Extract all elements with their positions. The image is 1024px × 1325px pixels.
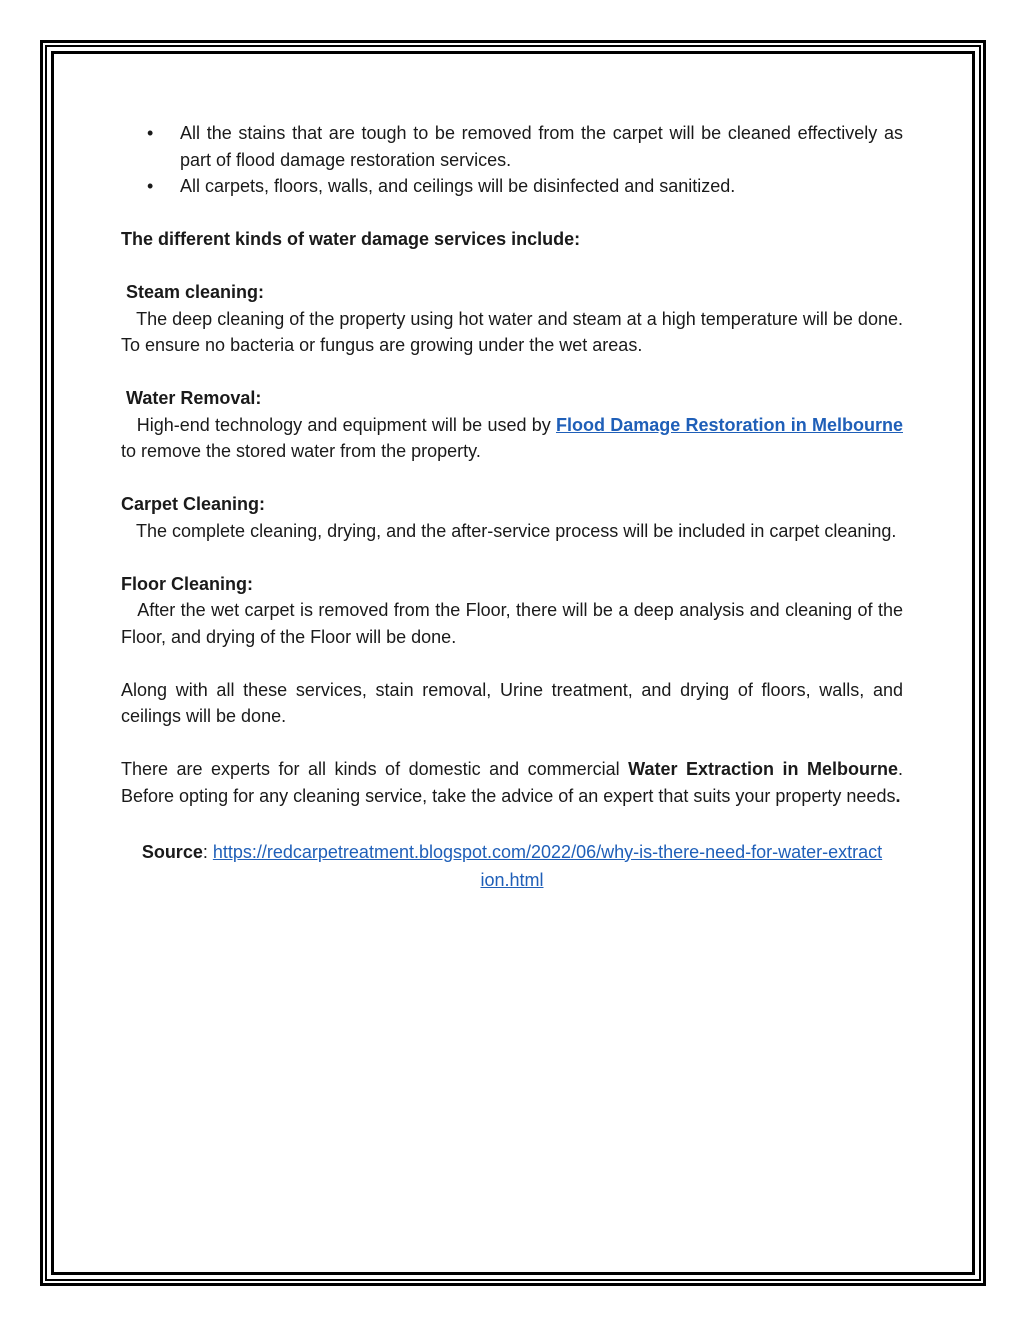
experts-paragraph	[121, 756, 903, 809]
list-item	[147, 173, 903, 200]
bullet-icon: •	[147, 123, 154, 143]
along-with-paragraph: Along with all these services, stain removal, Urine treatment, and drying of floors, walls, and ceilings will be done.	[121, 679, 903, 726]
source-line	[121, 836, 903, 894]
steam-cleaning-heading: Steam cleaning:	[126, 282, 265, 302]
bullet-list	[121, 120, 903, 200]
water-removal-heading: Water Removal:	[126, 388, 262, 408]
floor-cleaning-heading: Floor Cleaning:	[121, 573, 253, 594]
steam-cleaning-text	[121, 306, 903, 359]
services-intro-heading: The different kinds of water damage services include:	[121, 229, 581, 249]
carpet-cleaning-text	[121, 518, 903, 545]
flood-damage-restoration-link[interactable]: Flood Damage Restoration in Melbourne	[555, 414, 903, 435]
water-removal-body-end: to remove the stored water from the property.	[121, 441, 481, 461]
source-label: Source	[141, 841, 203, 862]
steam-cleaning-body: The deep cleaning of the property using hot water and steam at a high temperature will be done. To ensure no bacteria or fungus are growing under the wet areas.	[121, 308, 903, 355]
carpet-cleaning-heading: Carpet Cleaning:	[121, 494, 266, 514]
list-item	[147, 120, 903, 173]
source-url-link[interactable]: https://redcarpetreatment.blogspot.com/2022/06/why-is-there-need-for-water-extraction.html	[212, 841, 883, 890]
water-removal-body-start: High-end technology and equipment will be used by	[136, 414, 556, 435]
source-separator: :	[202, 841, 213, 862]
experts-text-start: There are experts for all kinds of domestic and commercial	[121, 759, 629, 779]
water-extraction-keyword: Water Extraction in Melbourne	[628, 759, 898, 779]
document-body	[121, 120, 903, 894]
water-removal-text	[121, 412, 903, 465]
bullet-text: All the stains that are tough to be removed from the carpet will be cleaned effectively as part of flood damage restoration services.	[180, 123, 903, 170]
carpet-cleaning-body: The complete cleaning, drying, and the after-service process will be included in carpet cleaning.	[136, 520, 897, 541]
experts-end-period: .	[895, 785, 901, 806]
bullet-text: All carpets, floors, walls, and ceilings will be disinfected and sanitized.	[180, 176, 736, 196]
floor-cleaning-text	[121, 597, 903, 650]
floor-cleaning-body: After the wet carpet is removed from the Floor, there will be a deep analysis and cleaning of the Floor, and drying of the Floor will be done.	[121, 600, 903, 647]
experts-text-end: . Before opting for any cleaning service, take the advice of an expert that suits your property needs	[121, 759, 903, 806]
bullet-icon: •	[147, 176, 154, 196]
